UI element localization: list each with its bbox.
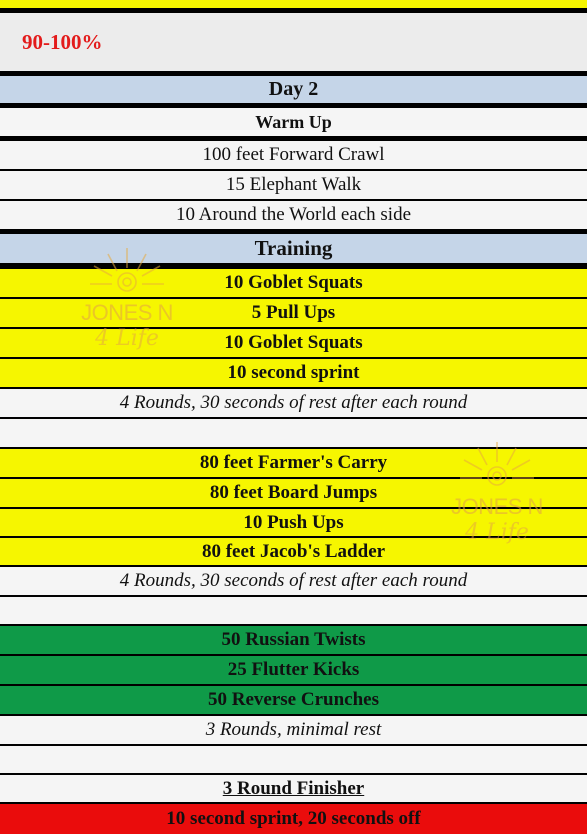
training-title: Training [0, 234, 587, 263]
exercise-row: 10 second sprint [0, 359, 587, 387]
watermark-text: JONES N [81, 300, 173, 325]
watermark-text: JONES N [451, 494, 543, 519]
warm-up-item: 10 Around the World each side [0, 201, 587, 229]
intensity-label: 90-100% [0, 13, 587, 71]
exercise-row: 5 Pull Ups [0, 299, 587, 327]
exercise-row: 25 Flutter Kicks [0, 656, 587, 684]
exercise-row: 80 feet Farmer's Carry [0, 449, 587, 477]
exercise-row: 50 Russian Twists [0, 626, 587, 654]
warm-up-item: 100 feet Forward Crawl [0, 141, 587, 169]
exercise-row: 80 feet Jacob's Ladder [0, 538, 587, 565]
warm-up-title: Warm Up [0, 108, 587, 136]
exercise-row: 80 feet Board Jumps [0, 479, 587, 507]
watermark-subtext: 4 Life [95, 326, 159, 351]
rounds-note: 3 Rounds, minimal rest [0, 716, 587, 744]
spacer-row [0, 746, 587, 773]
rounds-note: 4 Rounds, 30 seconds of rest after each round [0, 567, 587, 595]
exercise-row: 10 Goblet Squats [0, 329, 587, 357]
exercise-row: 10 Push Ups [0, 509, 587, 536]
spacer-row [0, 419, 587, 447]
exercise-row: 10 Goblet Squats [0, 269, 587, 297]
watermark-subtext: 4 Life [465, 520, 529, 545]
top-accent-bar [0, 0, 587, 8]
finisher-item: 10 second sprint, 20 seconds off [0, 804, 587, 834]
rounds-note: 4 Rounds, 30 seconds of rest after each round [0, 389, 587, 417]
exercise-row: 50 Reverse Crunches [0, 686, 587, 714]
spacer-row [0, 597, 587, 624]
finisher-title: 3 Round Finisher [0, 775, 587, 802]
day-title: Day 2 [0, 76, 587, 103]
warm-up-item: 15 Elephant Walk [0, 171, 587, 199]
